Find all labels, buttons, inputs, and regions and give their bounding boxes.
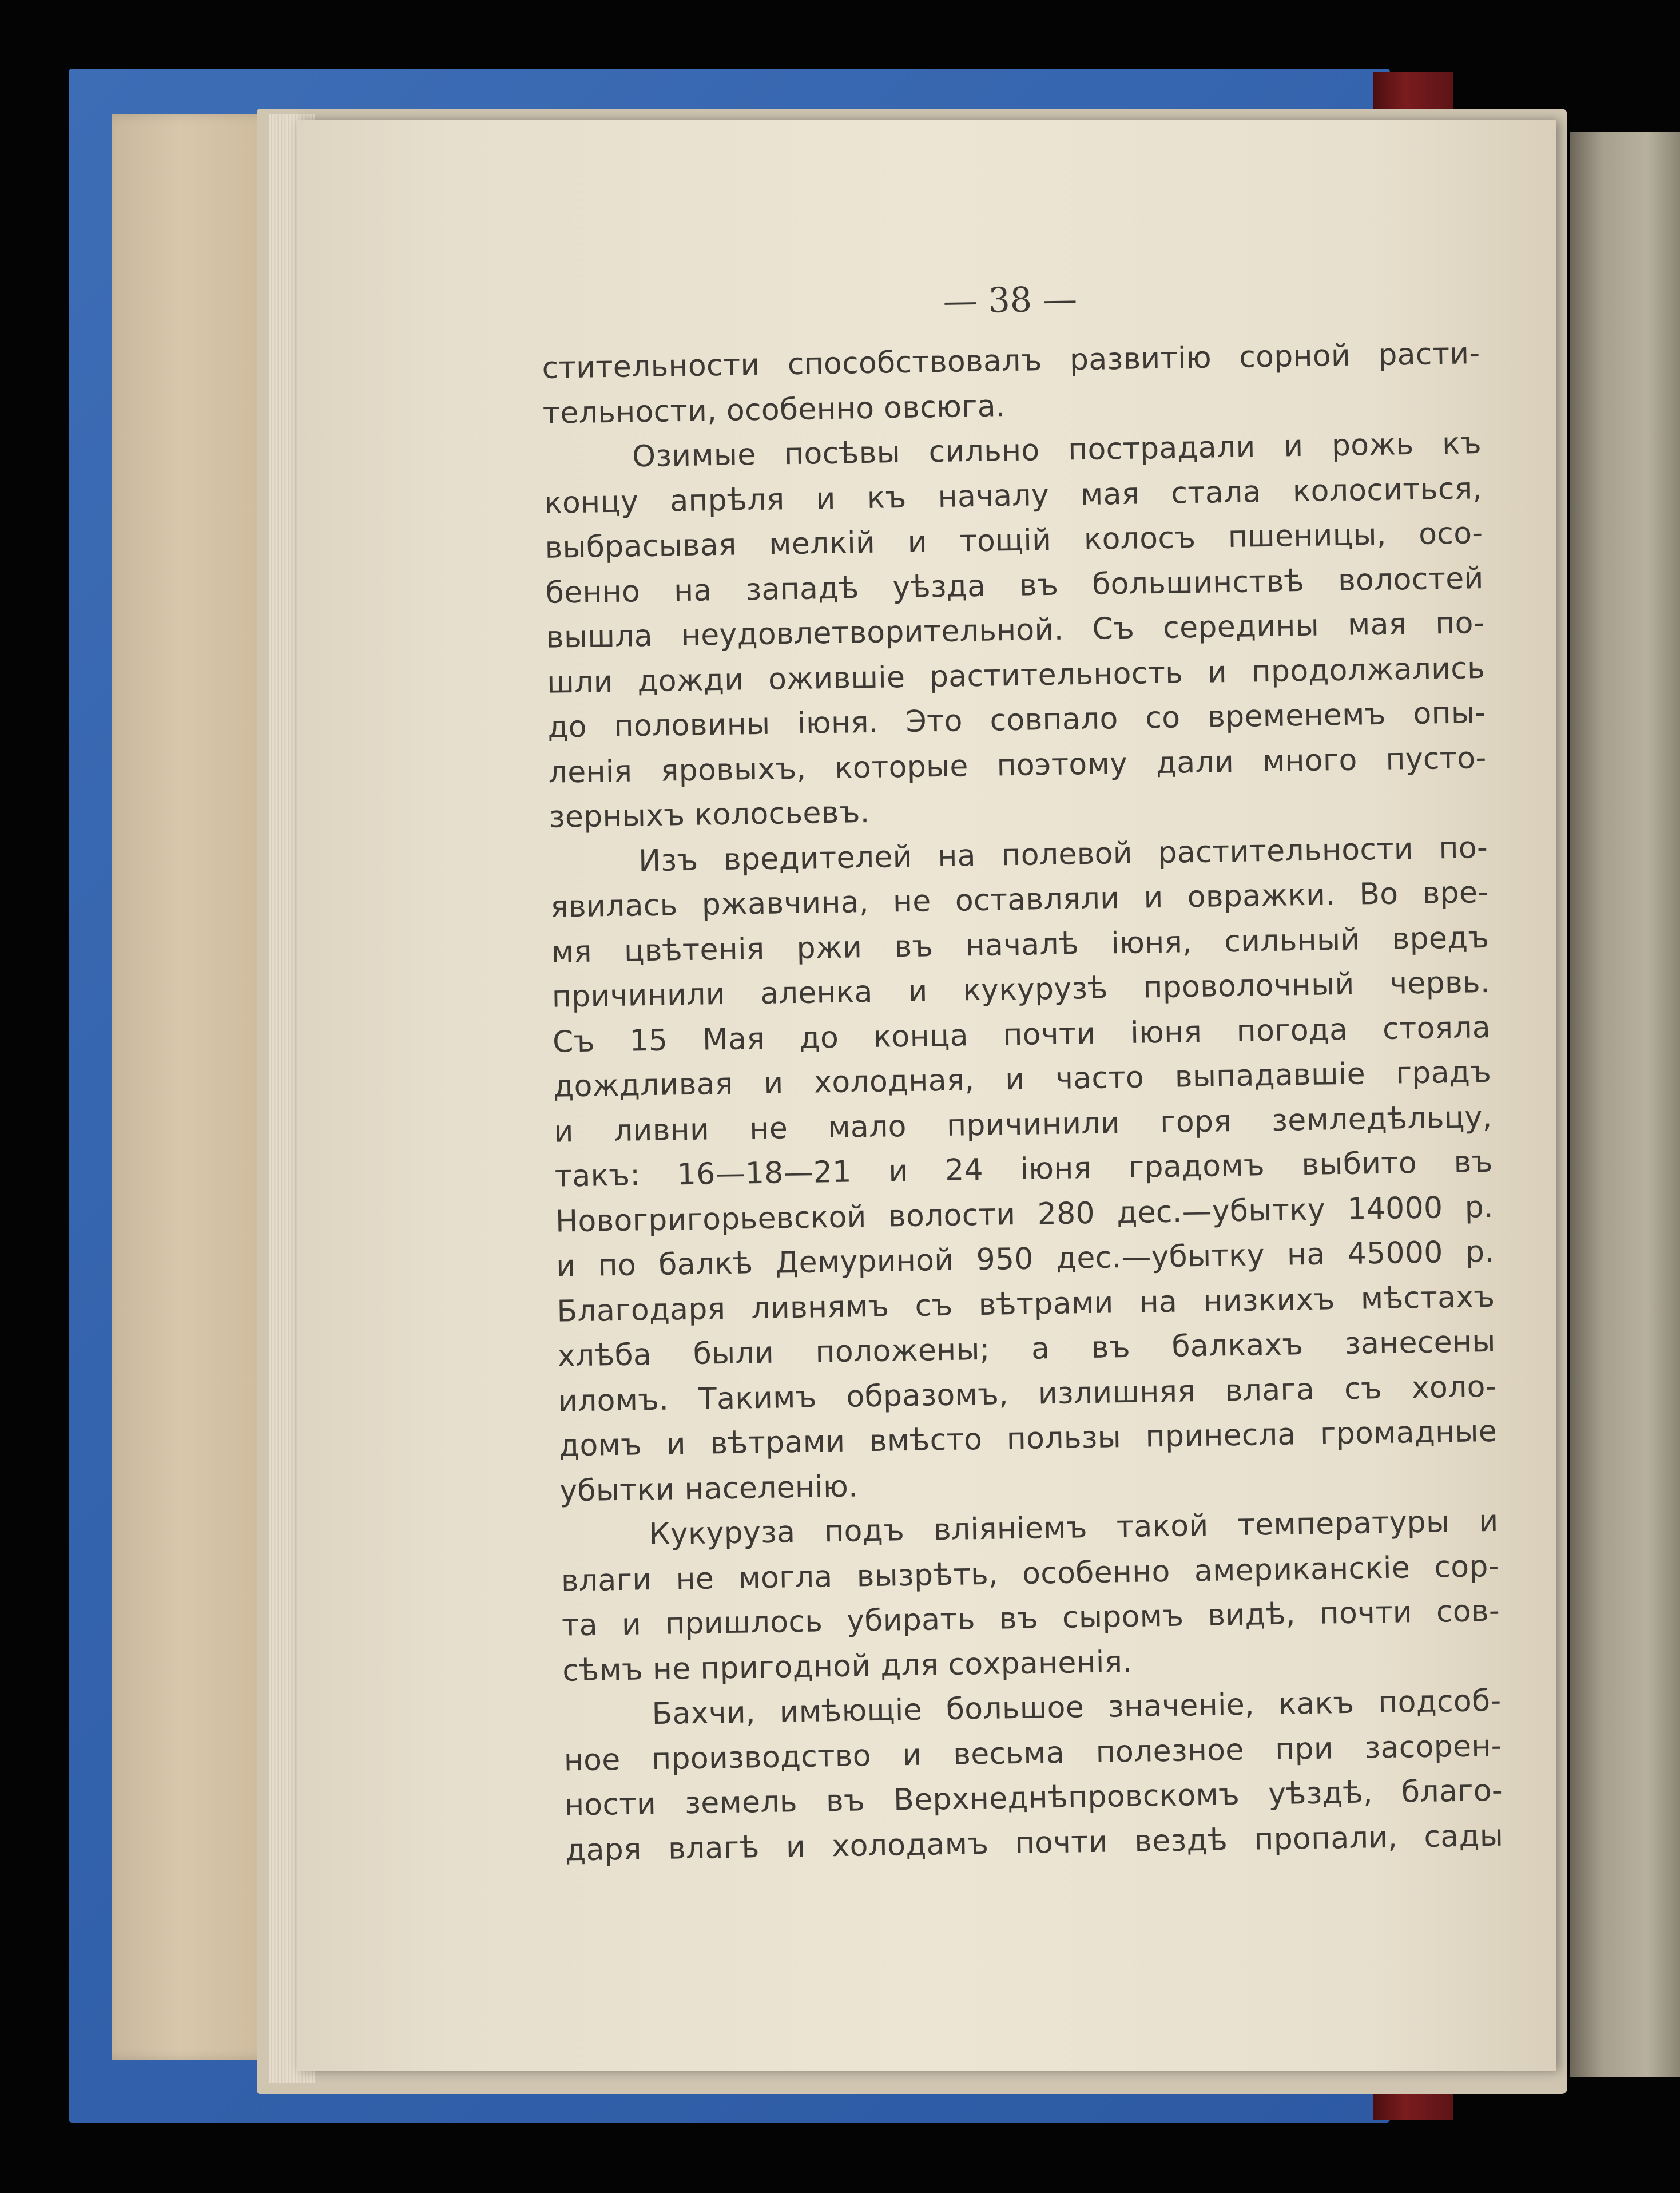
text-line: шли дожди ожившіе растительность и продолжались [546, 651, 1486, 700]
text-line: такъ: 16—18—21 и 24 іюня градомъ выбито въ [554, 1144, 1494, 1194]
text-line: и по балкѣ Демуриной 950 дес.—убытку на 45000 р. [555, 1234, 1495, 1284]
text-line: стительности способствовалъ развитію сорной расти- [542, 336, 1480, 386]
text-line: ное производство и весьма полезное при засорен- [563, 1728, 1503, 1778]
text-line: даря влагѣ и холодамъ почти вездѣ пропали, сады [565, 1818, 1504, 1868]
text-line: та и пришлось убирать въ сыромъ видѣ, почти сов- [561, 1593, 1500, 1643]
text-line: и ливни не мало причинили горя земледѣльцу, [554, 1100, 1492, 1149]
page-number: — 38 — [943, 279, 1078, 322]
text-line: зерныхъ колосьевъ. [549, 795, 870, 835]
text-line: тельности, особенно овсюга. [542, 388, 1006, 431]
text-line: домъ и вѣтрами вмѣсто пользы принесла громадные [558, 1414, 1498, 1464]
text-line: явилась ржавчина, не оставляли и овражки. Во вре- [550, 875, 1489, 925]
text-line: Благодаря ливнямъ съ вѣтрами на низкихъ мѣстахъ [557, 1279, 1495, 1329]
text-line: выбрасывая мелкій и тощій колосъ пшеницы, осо- [545, 516, 1483, 565]
text-line: вышла неудовлетворительной. Съ середины мая по- [546, 606, 1485, 655]
text-line: бенно на западѣ уѣзда въ большинствѣ волостей [545, 561, 1484, 610]
text-line: ленія яровыхъ, которые поэтому дали много пусто- [548, 740, 1487, 790]
text-line: Озимые посѣвы сильно пострадали и рожь къ [632, 426, 1482, 474]
text-line: дождливая и холодная, и часто выпадавшіе градъ [553, 1054, 1492, 1104]
text-lines [542, 331, 1504, 1873]
text-line: Изъ вредителей на полевой растительности по- [638, 830, 1488, 878]
text-line: до половины іюня. Это совпало со временемъ опы- [547, 696, 1486, 745]
text-line: мя цвѣтенія ржи въ началѣ іюня, сильный вредъ [551, 920, 1490, 970]
text-line: концу апрѣля и къ началу мая стала колоситься, [543, 471, 1483, 521]
text-line: Новогригорьевской волости 280 дес.—убытку 14000 р. [555, 1189, 1494, 1239]
next-page-edge [1570, 132, 1680, 2077]
text-line: Съ 15 Мая до конца почти іюня погода стояла [552, 1010, 1491, 1060]
text-line: хлѣба были положены; а въ балкахъ занесены [557, 1324, 1496, 1374]
text-line: иломъ. Такимъ образомъ, излишняя влага съ холо- [558, 1369, 1497, 1419]
text-line: Бахчи, имѣющіе большое значеніе, какъ подсоб- [652, 1683, 1502, 1732]
text-line: влаги не могла вызрѣть, особенно американскіе сор- [561, 1549, 1500, 1599]
text-line: Кукуруза подъ вліяніемъ такой температуры и [649, 1504, 1499, 1552]
text-line: причинили аленка и кукурузѣ проволочный червь. [551, 965, 1491, 1014]
text-line: сѣмъ не пригодной для сохраненія. [562, 1644, 1133, 1688]
text-line: убытки населенію. [559, 1469, 859, 1509]
page-text [541, 261, 1504, 1873]
text-line: ности земель въ Верхнеднѣпровскомъ уѣздѣ, благо- [564, 1773, 1503, 1823]
